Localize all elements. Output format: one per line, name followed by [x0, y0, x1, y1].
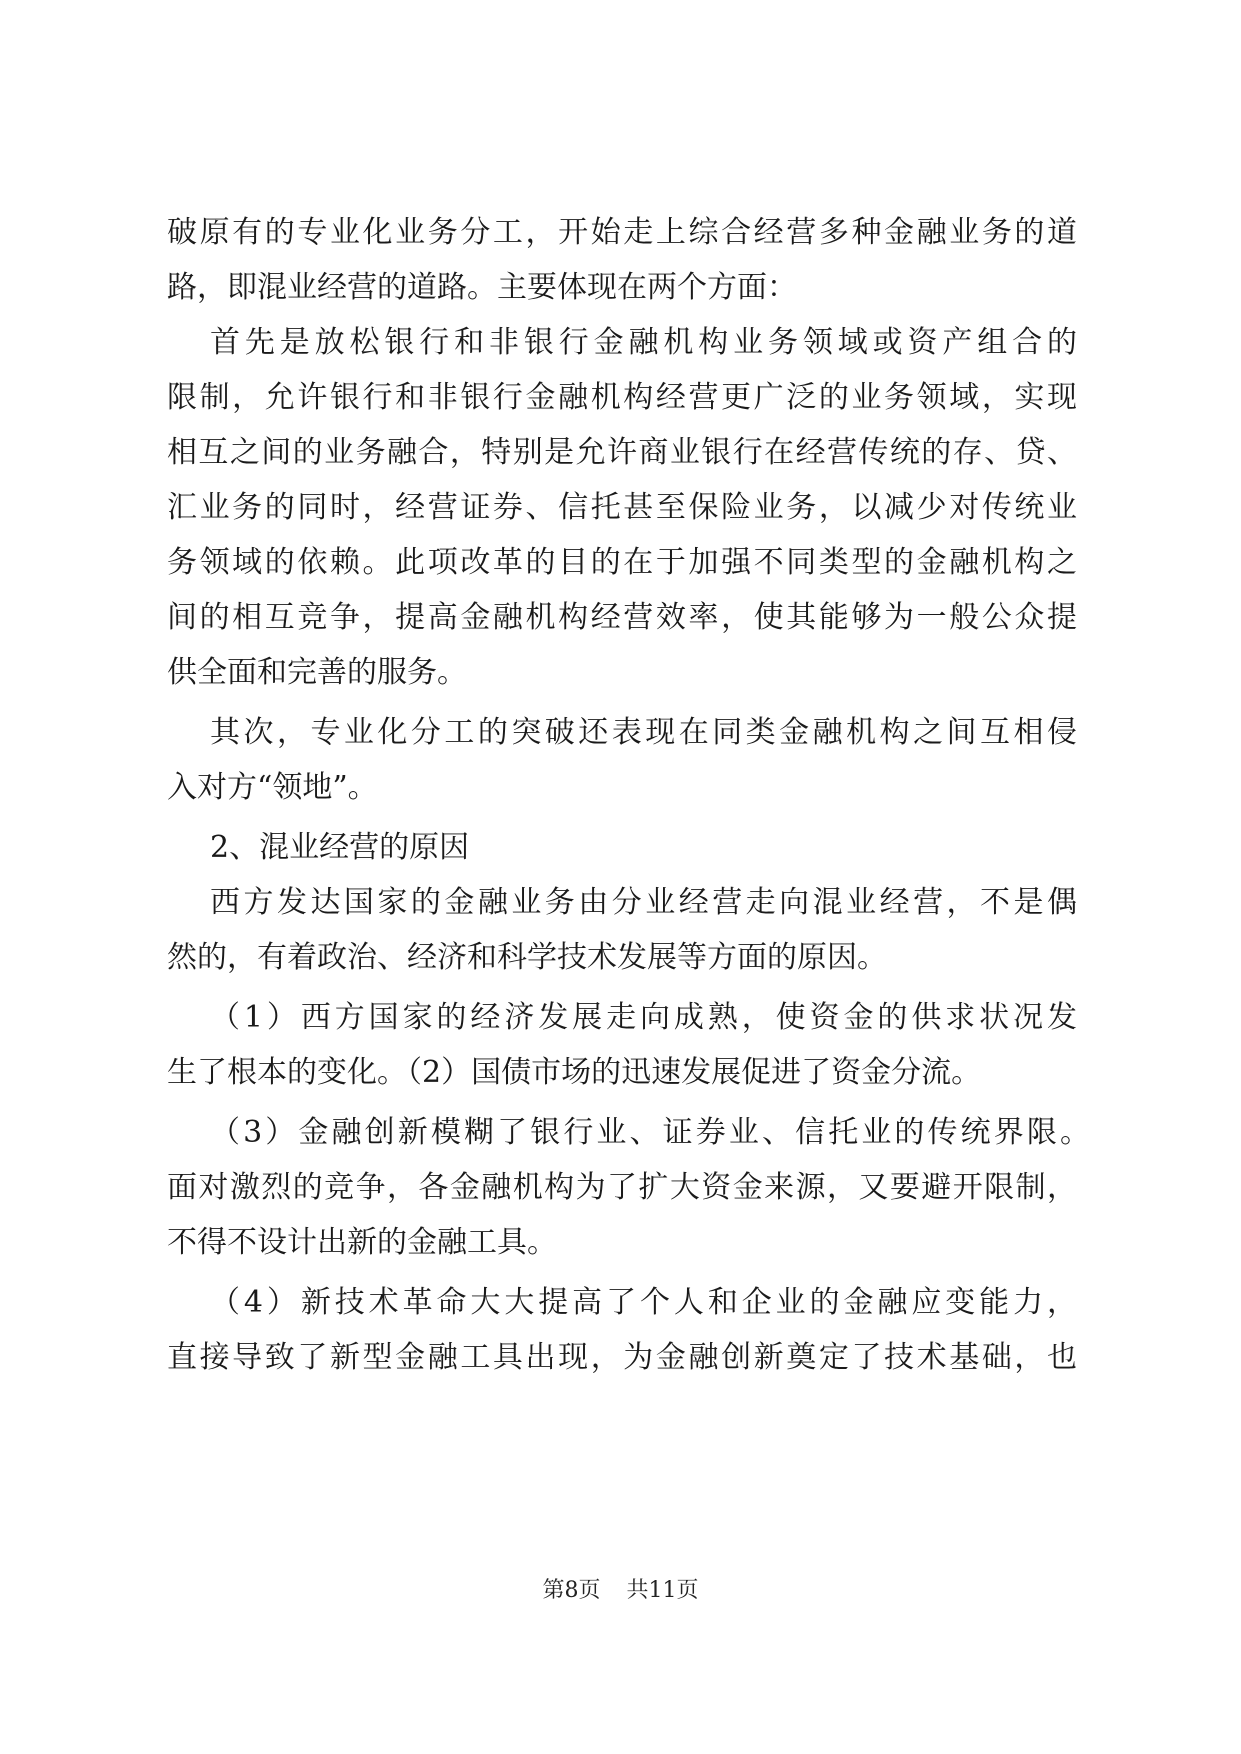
body-text-line: 限制，允许银行和非银行金融机构经营更广泛的业务领域，实现 — [167, 380, 1077, 415]
body-text-line: 务领域的依赖。此项改革的目的在于加强不同类型的金融机构之 — [167, 545, 1077, 580]
body-text-line: （3）金融创新模糊了银行业、证券业、信托业的传统界限。 — [210, 1115, 1090, 1150]
page-total: 共11页 — [626, 1578, 699, 1603]
body-text-line: 不得不设计出新的金融工具。 — [167, 1225, 557, 1260]
body-text-line: 然的，有着政治、经济和科学技术发展等方面的原因。 — [167, 940, 887, 975]
body-text-line: 入对方“领地”。 — [167, 770, 378, 805]
page-footer — [0, 1576, 1241, 1606]
body-text-line: 相互之间的业务融合，特别是允许商业银行在经营传统的存、贷、 — [167, 435, 1077, 470]
body-text-line: （4）新技术革命大大提高了个人和企业的金融应变能力， — [210, 1285, 1077, 1320]
body-text-line: 破原有的专业化业务分工，开始走上综合经营多种金融业务的道 — [167, 215, 1077, 250]
body-text-line: （1）西方国家的经济发展走向成熟，使资金的供求状况发 — [210, 1000, 1077, 1035]
body-text-line: 汇业务的同时，经营证券、信托甚至保险业务，以减少对传统业 — [167, 490, 1077, 525]
body-text-line: 直接导致了新型金融工具出现，为金融创新奠定了技术基础，也 — [167, 1340, 1077, 1375]
body-text-line: 供全面和完善的服务。 — [167, 655, 467, 690]
body-text-line: 其次，专业化分工的突破还表现在同类金融机构之间互相侵 — [210, 715, 1077, 750]
body-text-line: 路，即混业经营的道路。主要体现在两个方面： — [167, 270, 797, 305]
body-text-line: 间的相互竞争，提高金融机构经营效率，使其能够为一般公众提 — [167, 600, 1077, 635]
body-text-line: 生了根本的变化。（2）国债市场的迅速发展促进了资金分流。 — [167, 1055, 982, 1090]
body-text-line: 首先是放松银行和非银行金融机构业务领域或资产组合的 — [210, 325, 1077, 360]
body-text-line: 西方发达国家的金融业务由分业经营走向混业经营，不是偶 — [210, 885, 1077, 920]
section-heading: 2、混业经营的原因 — [210, 830, 470, 865]
page-number: 第8页 — [542, 1578, 601, 1603]
body-text-line: 面对激烈的竞争，各金融机构为了扩大资金来源，又要避开限制， — [167, 1170, 1077, 1205]
